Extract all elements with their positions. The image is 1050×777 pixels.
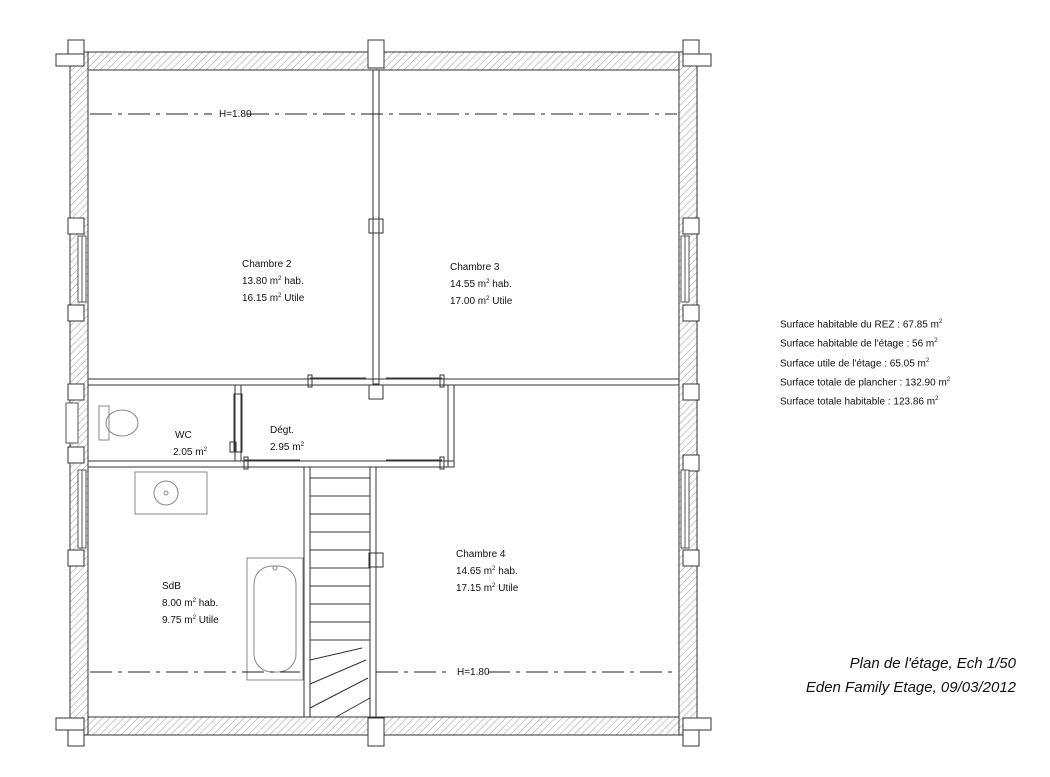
height-mark-top: H=1.80 [219, 109, 252, 120]
room-hab: 14.55 $m^2$ hab. [450, 279, 512, 290]
room-name: Dégt. [270, 425, 294, 436]
sink-icon [135, 472, 207, 514]
room-hab: 8.00 $m^2$ hab. [162, 598, 219, 609]
room-hab: 13.80 $m^2$ hab. [242, 276, 304, 287]
caption-subtitle: Eden Family Etage, 09/03/2012 [805, 679, 1016, 696]
room-util: 16.15 $m^2$ Utile [242, 293, 305, 304]
room-label-wc [173, 430, 208, 458]
room-label-chambre4 [456, 549, 519, 594]
room-name: Chambre 3 [450, 262, 500, 273]
room-util: 9.75 $m^2$ Utile [162, 615, 219, 626]
room-label-degt [270, 425, 305, 453]
height-mark-bottom: H=1.80 [457, 667, 490, 678]
room-label-chambre3 [450, 262, 513, 307]
doors [230, 375, 444, 469]
room-area: 2.05 $m^2$ [173, 447, 207, 458]
legend-item: Surface habitable du REZ : 67.85 $m^2$ [780, 319, 943, 331]
room-name: WC [175, 430, 192, 441]
room-util: 17.00 $m^2$ Utile [450, 296, 513, 307]
toilet-icon [99, 406, 138, 440]
room-label-chambre2 [242, 259, 305, 304]
legend-item: Surface habitable de l'étage : 56 $m^2$ [780, 338, 938, 350]
plan-caption [806, 652, 1016, 700]
wall-posts [56, 40, 711, 746]
legend-item: Surface totale de plancher : 132.90 $m^2$ [780, 376, 951, 389]
room-name: Chambre 4 [456, 549, 506, 560]
legend-item: Surface utile de l'étage : 65.05 $m^2$ [780, 357, 930, 369]
room-hab: 14.65 $m^2$ hab. [456, 566, 518, 577]
legend-item: Surface totale habitable : 123.86 $m^2$ [780, 396, 939, 408]
caption-title: Plan de l'étage, Ech 1/50 [849, 655, 1016, 672]
room-label-sdb [162, 581, 219, 626]
room-name: Chambre 2 [242, 259, 292, 270]
staircase [310, 478, 370, 717]
surface-legend [780, 314, 950, 411]
room-util: 17.15 $m^2$ Utile [456, 583, 519, 594]
bathtub-icon [247, 558, 303, 680]
room-area: 2.95 $m^2$ [270, 442, 304, 453]
room-name: SdB [162, 581, 181, 592]
